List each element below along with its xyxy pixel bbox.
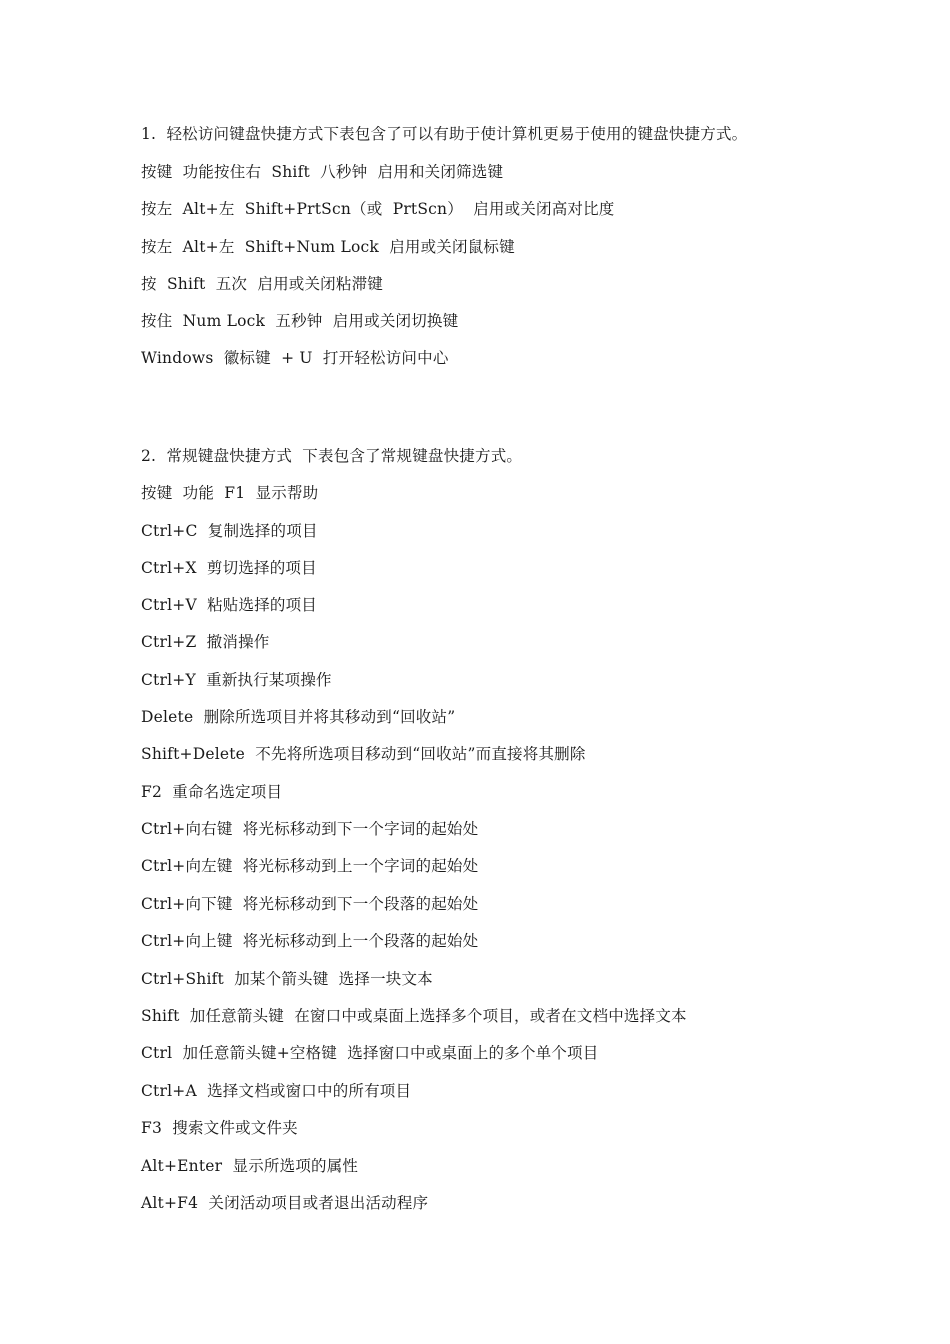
section2-line: 按键 功能 F1 显示帮助 [141,484,319,502]
section1-line: 按键 功能按住右 Shift 八秒钟 启用和关闭筛选键 [141,163,504,181]
section2-line: Alt+Enter 显示所选项的属性 [141,1157,359,1175]
section1-heading: 1. 轻松访问键盘快捷方式下表包含了可以有助于使计算机更易于使用的键盘快捷方式。 [141,125,748,143]
section2-line: Ctrl+C 复制选择的项目 [141,522,318,540]
section2-line: Ctrl+Y 重新执行某项操作 [141,671,332,689]
section2-line: F2 重命名选定项目 [141,783,283,801]
section2-line: Ctrl+X 剪切选择的项目 [141,559,317,577]
section1-line: Windows 徽标键 + U 打开轻松访问中心 [141,349,449,367]
section2-line: Delete 删除所选项目并将其移动到“回收站” [141,708,456,726]
section2-heading: 2. 常规键盘快捷方式 下表包含了常规键盘快捷方式。 [141,447,523,465]
section1-line: 按左 Alt+左 Shift+PrtScn（或 PrtScn） 启用或关闭高对比度 [141,200,615,218]
section2-line: Ctrl+Shift 加某个箭头键 选择一块文本 [141,970,433,988]
section2-line: Ctrl+V 粘贴选择的项目 [141,596,317,614]
section2-line: Shift+Delete 不先将所选项目移动到“回收站”而直接将其删除 [141,745,586,763]
section2-line: Shift 加任意箭头键 在窗口中或桌面上选择多个项目，或者在文档中选择文本 [141,1007,687,1025]
section2-line: Ctrl+向左键 将光标移动到上一个字词的起始处 [141,857,479,875]
section2-line: Ctrl+向下键 将光标移动到下一个段落的起始处 [141,895,479,913]
section2-line: Ctrl 加任意箭头键+空格键 选择窗口中或桌面上的多个单个项目 [141,1044,599,1062]
section2-line: Ctrl+A 选择文档或窗口中的所有项目 [141,1082,412,1100]
section2-line: Ctrl+Z 撤消操作 [141,633,270,651]
section1-line: 按左 Alt+左 Shift+Num Lock 启用或关闭鼠标键 [141,238,515,256]
section2-line: F3 搜索文件或文件夹 [141,1119,298,1137]
section1-line: 按住 Num Lock 五秒钟 启用或关闭切换键 [141,312,459,330]
section2-line: Alt+F4 关闭活动项目或者退出活动程序 [141,1194,429,1212]
section2-line: Ctrl+向上键 将光标移动到上一个段落的起始处 [141,932,479,950]
section1-line: 按 Shift 五次 启用或关闭粘滞键 [141,275,383,293]
section2-line: Ctrl+向右键 将光标移动到下一个字词的起始处 [141,820,479,838]
